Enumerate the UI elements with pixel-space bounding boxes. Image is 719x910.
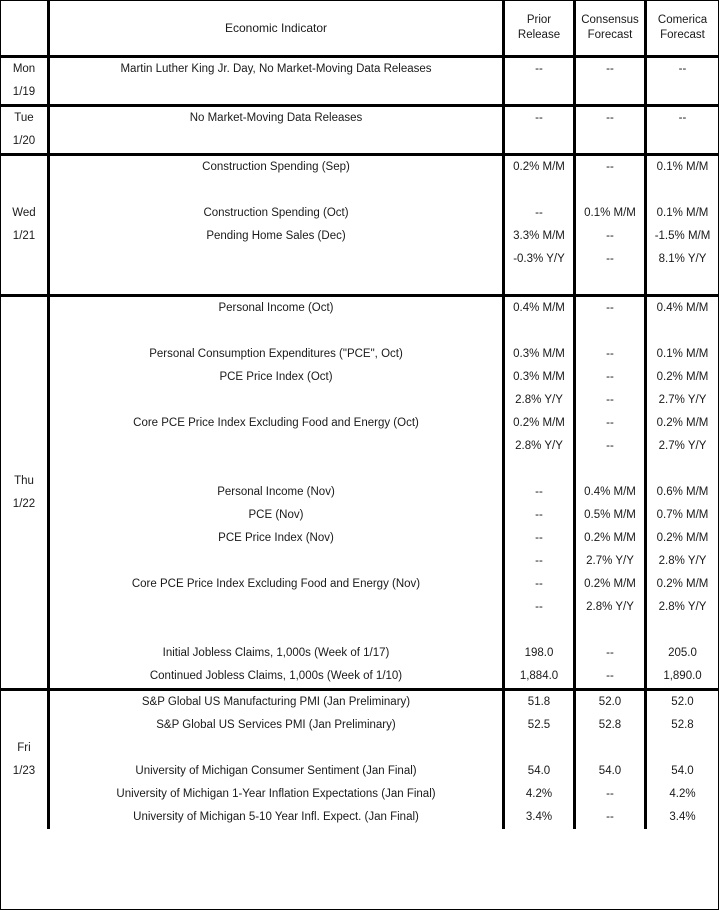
day-row	[1, 58, 718, 107]
prior-release-cell-text: 54.0	[527, 765, 551, 777]
header-label-consensus-line1: Consensus	[581, 14, 639, 26]
spacer-line	[50, 248, 502, 271]
indicator-cell-text: PCE Price Index (Oct)	[219, 371, 333, 383]
comerica-forecast-cell-text: 0.7% M/M	[656, 509, 709, 521]
comerica-forecast-cell-text: 2.8% Y/Y	[658, 601, 707, 613]
spacer-line	[647, 320, 718, 343]
spacer-line	[50, 81, 502, 104]
consensus-forecast-cell-text: --	[606, 230, 614, 242]
prior-release-cell-text: 198.0	[524, 647, 554, 659]
prior-release-cell-text: -0.3% Y/Y	[513, 253, 565, 265]
indicator-cell-text: No Market-Moving Data Releases	[189, 112, 363, 124]
consensus-forecast-cell-text: 0.2% M/M	[584, 532, 636, 544]
day-date: 1/22	[12, 497, 36, 510]
spacer-line	[505, 619, 573, 642]
spacer-line	[505, 271, 573, 294]
indicator-cell-text: S&P Global US Services PMI (Jan Preliminary)	[156, 719, 396, 731]
prior-release-cell-text: 4.2%	[525, 788, 553, 800]
prior-release-cell	[505, 691, 576, 829]
spacer-line	[50, 389, 502, 412]
prior-release-cell-text: --	[535, 63, 543, 75]
indicator-cell-text: Initial Jobless Claims, 1,000s (Week of 1/17)	[162, 647, 390, 659]
spacer-line	[576, 81, 644, 104]
prior-release-cell-text: 51.8	[527, 696, 551, 708]
spacer-line	[576, 737, 644, 760]
day-name: Tue	[14, 112, 34, 124]
prior-release-cell-text: 1,884.0	[519, 670, 559, 682]
consensus-forecast-cell-text: 52.8	[598, 719, 622, 731]
spacer-line	[576, 179, 644, 202]
spacer-line	[576, 130, 644, 153]
consensus-forecast-cell	[576, 58, 647, 104]
indicator-cell-text: Continued Jobless Claims, 1,000s (Week of 1/10)	[149, 670, 403, 682]
consensus-forecast-cell-text: --	[606, 417, 614, 429]
consensus-forecast-cell-text: --	[606, 670, 614, 682]
spacer-line	[505, 130, 573, 153]
comerica-forecast-cell-text: -1.5% M/M	[654, 230, 711, 242]
indicator-cell-text: University of Michigan 5-10 Year Infl. Expect. (Jan Final)	[133, 811, 419, 823]
comerica-forecast-cell	[647, 107, 718, 153]
prior-release-cell-text: 0.3% M/M	[513, 371, 565, 383]
consensus-forecast-cell-text: 2.7% Y/Y	[586, 555, 634, 567]
prior-release-cell-text: --	[535, 532, 543, 544]
spacer-line	[50, 619, 502, 642]
consensus-forecast-cell-text: 54.0	[598, 765, 622, 777]
spacer-line	[50, 435, 502, 458]
consensus-forecast-cell	[576, 691, 647, 829]
table-header-row	[1, 1, 718, 58]
consensus-forecast-cell-text: --	[606, 63, 614, 75]
comerica-forecast-cell-text: --	[678, 112, 687, 124]
comerica-forecast-cell-text: 0.1% M/M	[656, 348, 709, 360]
indicator-cell-text: Construction Spending (Sep)	[202, 161, 350, 173]
spacer-line	[505, 320, 573, 343]
spacer-line	[50, 179, 502, 202]
consensus-forecast-cell	[576, 107, 647, 153]
prior-release-cell-text: 2.8% Y/Y	[515, 394, 563, 406]
day-date: 1/19	[12, 86, 36, 98]
comerica-forecast-cell-text: 8.1% Y/Y	[658, 253, 707, 265]
consensus-forecast-cell-text: 52.0	[598, 696, 622, 708]
prior-release-cell-text: --	[535, 601, 543, 613]
indicator-cell-text: PCE (Nov)	[248, 509, 304, 521]
header-label-comerica-line1: Comerica	[657, 14, 708, 26]
comerica-forecast-cell-text: --	[678, 63, 687, 75]
spacer-line	[505, 179, 573, 202]
comerica-forecast-cell-text: 0.1% M/M	[656, 161, 709, 173]
day-row	[1, 691, 718, 829]
comerica-forecast-cell-text: 2.7% Y/Y	[658, 440, 707, 452]
comerica-forecast-cell-text: 3.4%	[669, 811, 696, 823]
spacer-line	[647, 458, 718, 481]
indicator-cell-text: S&P Global US Manufacturing PMI (Jan Preliminary)	[141, 696, 411, 708]
spacer-line	[647, 179, 718, 202]
header-label-prior-line1: Prior	[526, 14, 552, 26]
indicator-cell-text: Personal Income (Nov)	[217, 486, 335, 498]
comerica-forecast-cell-text: 2.7% Y/Y	[658, 394, 707, 406]
day-date: 1/23	[12, 765, 36, 777]
comerica-forecast-cell-text: 0.2% M/M	[656, 417, 709, 429]
consensus-forecast-cell-text: --	[606, 811, 614, 823]
consensus-forecast-cell-text: 0.2% M/M	[584, 578, 636, 590]
prior-release-cell-text: --	[535, 112, 543, 124]
spacer-line	[647, 130, 718, 153]
comerica-forecast-cell-text: 0.2% M/M	[656, 578, 709, 590]
day-date: 1/21	[12, 230, 36, 242]
header-label-prior-line2: Release	[517, 29, 561, 41]
consensus-forecast-cell	[576, 297, 647, 688]
prior-release-cell	[505, 107, 576, 153]
prior-release-cell-text: 0.2% M/M	[513, 161, 565, 173]
indicator-cell	[50, 58, 505, 104]
indicator-cell-text: Personal Income (Oct)	[218, 302, 334, 314]
spacer-line	[647, 81, 718, 104]
prior-release-cell-text: --	[535, 555, 543, 567]
consensus-forecast-cell-text: --	[606, 112, 614, 124]
spacer-line	[50, 271, 502, 294]
day-cell-wed	[1, 156, 50, 294]
header-cell-indicator	[50, 1, 505, 55]
spacer-line	[576, 619, 644, 642]
prior-release-cell	[505, 156, 576, 294]
day-name: Wed	[12, 207, 36, 219]
indicator-cell	[50, 297, 505, 688]
indicator-cell-text: Pending Home Sales (Dec)	[206, 230, 346, 242]
header-cell-comerica-forecast	[647, 1, 718, 55]
prior-release-cell-text: 3.3% M/M	[513, 230, 565, 242]
consensus-forecast-cell-text: --	[606, 788, 614, 800]
comerica-forecast-cell-text: 54.0	[671, 765, 694, 777]
consensus-forecast-cell-text: --	[606, 440, 614, 452]
indicator-cell-text: Personal Consumption Expenditures ("PCE", Oct)	[149, 348, 403, 360]
prior-release-cell-text: 3.4%	[525, 811, 553, 823]
consensus-forecast-cell-text: --	[606, 647, 614, 659]
day-name: Mon	[12, 63, 36, 75]
indicator-cell-text: Core PCE Price Index Excluding Food and Energy (Oct)	[133, 417, 419, 429]
consensus-forecast-cell	[576, 156, 647, 294]
consensus-forecast-cell-text: --	[606, 161, 614, 173]
comerica-forecast-cell-text: 0.2% M/M	[656, 532, 709, 544]
comerica-forecast-cell-text: 0.6% M/M	[656, 486, 709, 498]
day-cell-fri	[1, 691, 50, 829]
indicator-cell	[50, 107, 505, 153]
prior-release-cell-text: 0.3% M/M	[513, 348, 565, 360]
consensus-forecast-cell-text: --	[606, 371, 614, 383]
comerica-forecast-cell-text: 0.2% M/M	[656, 371, 709, 383]
spacer-line	[50, 320, 502, 343]
spacer-line	[50, 130, 502, 153]
indicator-cell-text: University of Michigan Consumer Sentiment (Jan Final)	[135, 765, 417, 777]
comerica-forecast-cell	[647, 58, 718, 104]
indicator-cell-text: Martin Luther King Jr. Day, No Market-Moving Data Releases	[120, 63, 432, 75]
prior-release-cell	[505, 58, 576, 104]
prior-release-cell-text: --	[535, 207, 543, 219]
indicator-cell-text: University of Michigan 1-Year Inflation Expectations (Jan Final)	[116, 788, 436, 800]
comerica-forecast-cell-text: 52.0	[671, 696, 694, 708]
comerica-forecast-cell-text: 0.1% M/M	[656, 207, 709, 219]
day-name: Thu	[14, 474, 34, 487]
prior-release-cell-text: --	[535, 486, 543, 498]
comerica-forecast-cell	[647, 156, 718, 294]
consensus-forecast-cell-text: 0.5% M/M	[584, 509, 636, 521]
indicator-cell	[50, 691, 505, 829]
spacer-line	[505, 737, 573, 760]
indicator-cell	[50, 156, 505, 294]
prior-release-cell-text: 0.2% M/M	[513, 417, 565, 429]
prior-release-cell-text: 52.5	[527, 719, 551, 731]
header-cell-date	[1, 1, 50, 55]
comerica-forecast-cell-text: 0.4% M/M	[656, 302, 709, 314]
day-name: Fri	[17, 742, 31, 754]
prior-release-cell	[505, 297, 576, 688]
consensus-forecast-cell-text: 0.4% M/M	[584, 486, 636, 498]
spacer-line	[50, 737, 502, 760]
comerica-forecast-cell	[647, 691, 718, 829]
consensus-forecast-cell-text: --	[606, 302, 614, 314]
indicator-cell-text: Core PCE Price Index Excluding Food and Energy (Nov)	[131, 578, 421, 590]
indicator-cell-text: Construction Spending (Oct)	[203, 207, 349, 219]
spacer-line	[647, 271, 718, 294]
prior-release-cell-text: --	[535, 578, 543, 590]
comerica-forecast-cell-text: 205.0	[668, 647, 697, 659]
spacer-line	[505, 81, 573, 104]
spacer-line	[50, 458, 502, 481]
consensus-forecast-cell-text: --	[606, 253, 614, 265]
prior-release-cell-text: 2.8% Y/Y	[515, 440, 563, 452]
spacer-line	[576, 320, 644, 343]
day-cell-tue	[1, 107, 50, 153]
indicator-cell-text: PCE Price Index (Nov)	[218, 532, 334, 544]
header-cell-prior-release	[505, 1, 576, 55]
comerica-forecast-cell-text: 4.2%	[669, 788, 696, 800]
day-cell-thu	[1, 297, 50, 688]
spacer-line	[647, 619, 718, 642]
header-label-indicator: Economic Indicator	[224, 21, 328, 35]
comerica-forecast-cell-text: 52.8	[671, 719, 694, 731]
day-row	[1, 297, 718, 691]
consensus-forecast-cell-text: --	[606, 394, 614, 406]
spacer-line	[647, 737, 718, 760]
comerica-forecast-cell-text: 1,890.0	[663, 670, 702, 682]
prior-release-cell-text: --	[535, 509, 543, 521]
spacer-line	[50, 550, 502, 573]
spacer-line	[576, 271, 644, 294]
prior-release-cell-text: 0.4% M/M	[513, 302, 565, 314]
day-date: 1/20	[12, 135, 36, 147]
comerica-forecast-cell-text: 2.8% Y/Y	[658, 555, 707, 567]
day-cell-mon	[1, 58, 50, 104]
consensus-forecast-cell-text: 0.1% M/M	[584, 207, 636, 219]
header-cell-consensus-forecast	[576, 1, 647, 55]
spacer-line	[50, 596, 502, 619]
spacer-line	[576, 458, 644, 481]
header-label-consensus-line2: Forecast	[587, 29, 633, 41]
consensus-forecast-cell-text: --	[606, 348, 614, 360]
header-label-comerica-line2: Forecast	[660, 29, 705, 41]
day-row	[1, 107, 718, 156]
day-row	[1, 156, 718, 297]
comerica-forecast-cell	[647, 297, 718, 688]
consensus-forecast-cell-text: 2.8% Y/Y	[586, 601, 634, 613]
spacer-line	[505, 458, 573, 481]
